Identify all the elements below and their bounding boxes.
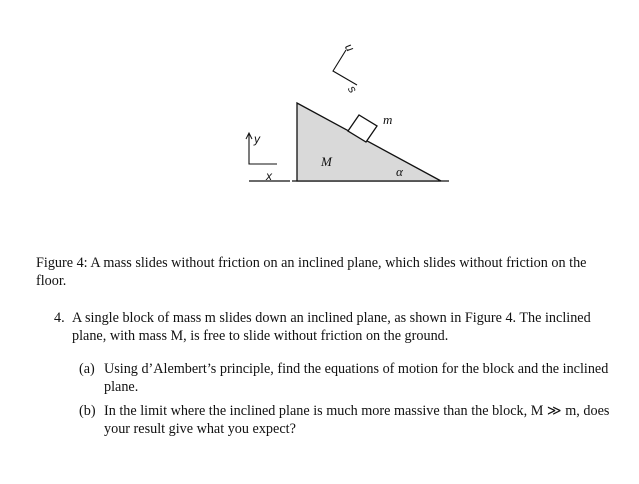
u-axis-label: u bbox=[341, 40, 358, 54]
problem-statement: A single block of mass m slides down an inclined plane, as shown in Figure 4. The inclined plane, with mass M, is free to slide without friction on the ground. bbox=[72, 310, 591, 344]
plane-mass-label: M bbox=[321, 154, 332, 169]
y-axis-label: y bbox=[254, 132, 260, 146]
angle-alpha-label: α bbox=[396, 164, 403, 179]
part-label: (a) bbox=[79, 361, 95, 377]
incline-figure bbox=[0, 0, 639, 230]
block-mass-label: m bbox=[383, 112, 393, 127]
s-axis-label: s bbox=[344, 82, 360, 96]
problem-part-b bbox=[79, 402, 614, 438]
x-axis-label: x bbox=[266, 169, 272, 183]
incline-axes bbox=[333, 50, 357, 85]
figure-caption: Figure 4: A mass slides without friction on an inclined plane, which slides without friction on the floor. bbox=[36, 255, 587, 289]
part-text: Using d’Alembert’s principle, find the equations of motion for the block and the inclined plane. bbox=[104, 361, 609, 395]
problem-4 bbox=[54, 309, 614, 345]
problem-part-a bbox=[79, 360, 614, 396]
part-text: In the limit where the inclined plane is much more massive than the block, M ≫ m, does your result give what you expect? bbox=[104, 403, 610, 437]
incline-diagram bbox=[0, 0, 639, 230]
problem-number: 4. bbox=[54, 310, 65, 326]
inclined-plane bbox=[297, 103, 441, 181]
part-label: (b) bbox=[79, 403, 96, 419]
